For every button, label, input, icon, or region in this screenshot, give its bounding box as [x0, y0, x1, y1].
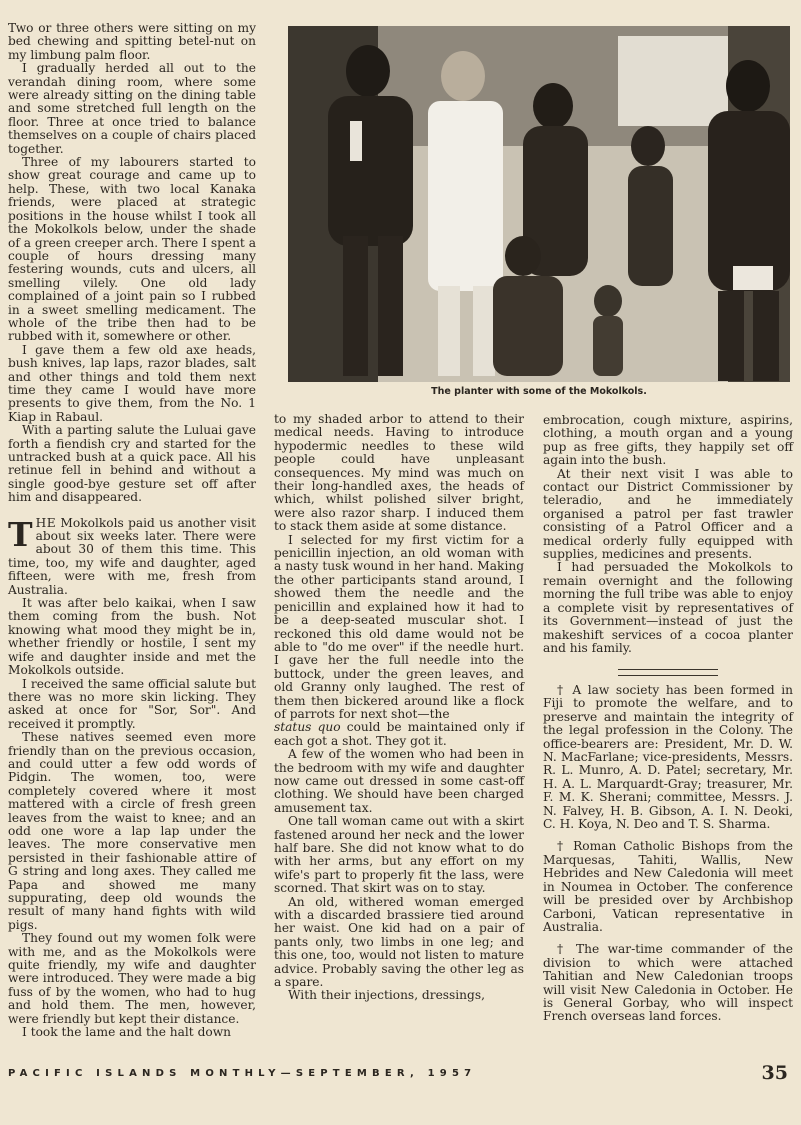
paragraph: With their injections, dressings,: [288, 988, 485, 1003]
paragraph-text: Mokolkols paid us another visit about six weeks later. There were about 30 of them this time. This time, too, my wife and daughter, aged fifteen, were with me, fresh from Australia.: [8, 515, 256, 597]
paragraph: I gradually herded all out to the verandah dining room, where some were already sitting on the dining table and some stretched full length on the floor. Three at once tried to balance themselves on a couple of chairs placed together.: [8, 61, 256, 156]
article-column-2: [274, 413, 524, 1003]
paragraph: I had persuaded the Mokolkols to remain overnight and the following morning the full tribe was able to enjoy a complete visit by representatives of its Government—instead of just the makeshift services of a cocoa planter and his family.: [543, 560, 793, 655]
news-note: † Roman Catholic Bishops from the Marquesas, Tahiti, Wallis, New Hebrides and New Caledonia will meet in Noumea in October. The conference will be presided over by Archbishop Carboni, Vatican representative in Australia.: [543, 839, 793, 934]
paragraph: I received the same official salute but there was no more skin licking. They asked at once for "Sor, Sor". And received it promptly.: [8, 676, 256, 731]
paragraph: to my shaded arbor to attend to their medical needs. Having to introduce hypodermic needles to these wild people could have unpleasant consequences. My mind was much on their long-handled axes, the heads of which, whilst polished silver bright, were also razor sharp. I induced them to stack them aside at some distance.: [274, 412, 524, 534]
article-column-3: [543, 414, 793, 655]
paragraph: Three of my labourers started to show great courage and came up to help. These, with two local Kanaka friends, were placed at strategic positions in the house whilst I took all the Mokolkols below, under the shade of a green creeper arch. There I spent a couple of hours dressing many festering wounds, cuts and ulcers, all smelling vilely. One old lady complained of a joint pain so I rubbed in a sweet smelling medicament. The whole of the tribe then had to be rubbed with it, somewhere or other.: [8, 155, 256, 344]
paragraph: With a parting salute the Luluai gave forth a fiendish cry and started for the untracked bush at a quick pace. All his retinue fell in behind and without a single good-bye gesture set off after him and disappeared.: [8, 423, 256, 505]
news-note: † The war-time commander of the division to which were attached Tahitian and New Caledonian troops will visit New Caledonia in October. He is General Gorbay, who will inspect French overseas land forces.: [543, 942, 793, 1024]
paragraph-continuation: [274, 721, 524, 748]
italic-phrase: status quo: [274, 720, 341, 735]
news-note: † A law society has been formed in Fiji to promote the welfare, and to preserve and maintain the integrity of the legal profession in the Colony. The office-bearers are: President, Mr. D. W. N. MacFarlane; vice-presidents, Messrs. R. L. Munro, A. D. Patel; secretary, Mr. H. A. L. Marquardt-Gray; treasurer, Mr. F. M. K. Sherani; committee, Messrs. J. N. Falvey, H. B. Gibson, A. I. N. Deoki, C. H. Koya, N. Deo and T. S. Sharma.: [543, 683, 793, 832]
paragraph: It was after belo kaikai, when I saw them coming from the bush. Not knowing what mood they might be in, whether friendly or hostile, I sent my wife and daughter inside and met the Mokolkols outside.: [8, 596, 256, 678]
paragraph: embrocation, cough mixture, aspirins, clothing, a mouth organ and a young pup as free gifts, they happily set off again into the bush.: [543, 413, 793, 468]
paragraph: I took the lame and the halt down: [22, 1025, 231, 1040]
paragraph: I gave them a few old axe heads, bush knives, lap laps, razor blades, salt and other things and told them next time they came I would have more presents to give them, from the No. 1 Kiap in Rabaul.: [8, 342, 256, 424]
paragraph: These natives seemed even more friendly than on the previous occasion, and could utter a few odd words of Pidgin. The women, too, were completely covered where it most mattered with a circle of fresh green leaves from the waist to knee; and an odd one wore a lap lap under the leaves. The more conservative men persisted in their fashionable attire of G string and long axes. They called me Papa and showed me many suppurating, deep old wounds the result of many hand fights with wild pigs.: [8, 730, 256, 932]
paragraph: A few of the women who had been in the bedroom with my wife and daughter now came out dressed in some cast-off clothing. We should have been charged amusement tax.: [274, 747, 524, 815]
photo-illustration: [288, 26, 790, 382]
paragraph: I selected for my first victim for a penicillin injection, an old woman with a nasty tusk wound in her hand. Making the other participants stand around, I showed them the needle and the penicillin and explained how it had to be a deep-seated muscular shot. I reckoned this old dame would not be able to "do me over" if the needle hurt. I gave her the full needle into the buttock, under the green leaves, and old Granny only laughed. The rest of them then bickered around like a flock of parrots for next shot—the: [274, 532, 524, 721]
news-notes: [543, 684, 793, 1033]
drop-cap-word: HE: [35, 515, 57, 530]
section-divider: [618, 669, 718, 676]
paragraph-text: could be maintained only if each got a shot. They got it.: [274, 720, 524, 748]
paragraph: Two or three others were sitting on my bed chewing and spitting betel-nut on my limbung palm floor.: [8, 21, 256, 62]
paragraph: One tall woman came out with a skirt fastened around her neck and the lower half bare. She did not know what to do with her arms, but any effort on my wife's part to properly fit the lass, were scorned. That skirt was on to stay.: [274, 814, 524, 896]
paragraph: An old, withered woman emerged with a discarded brassiere tied around her waist. One kid had on a pair of pants only, two limbs in one leg; and this one, too, would not listen to mature advice. Probably saving the other leg as a spare.: [274, 894, 524, 990]
paragraph: At their next visit I was able to contact our District Commissioner by teleradio, and he immediately organised a patrol per fast trawler consisting of a Patrol Officer and a medical orderly fully equipped with supplies, medicines and presents.: [543, 466, 793, 562]
paragraph: They found out my women folk were with me, and as the Mokolkols were quite friendly, my wife and daughter were introduced. They were made a big fuss of by the women, who had to hug and hold them. The men, however, were friendly but kept their distance.: [8, 931, 256, 1026]
article-column-1: [8, 22, 256, 1039]
page-number: 35: [761, 1062, 788, 1084]
page-footer: [8, 1062, 788, 1086]
drop-cap: T: [8, 514, 33, 554]
article-photo: [288, 26, 790, 382]
photo-caption: The planter with some of the Mokolkols.: [431, 386, 647, 397]
footer-masthead: PACIFIC ISLANDS MONTHLY—SEPTEMBER, 1957: [8, 1068, 477, 1079]
section-opening-paragraph: [8, 514, 256, 597]
